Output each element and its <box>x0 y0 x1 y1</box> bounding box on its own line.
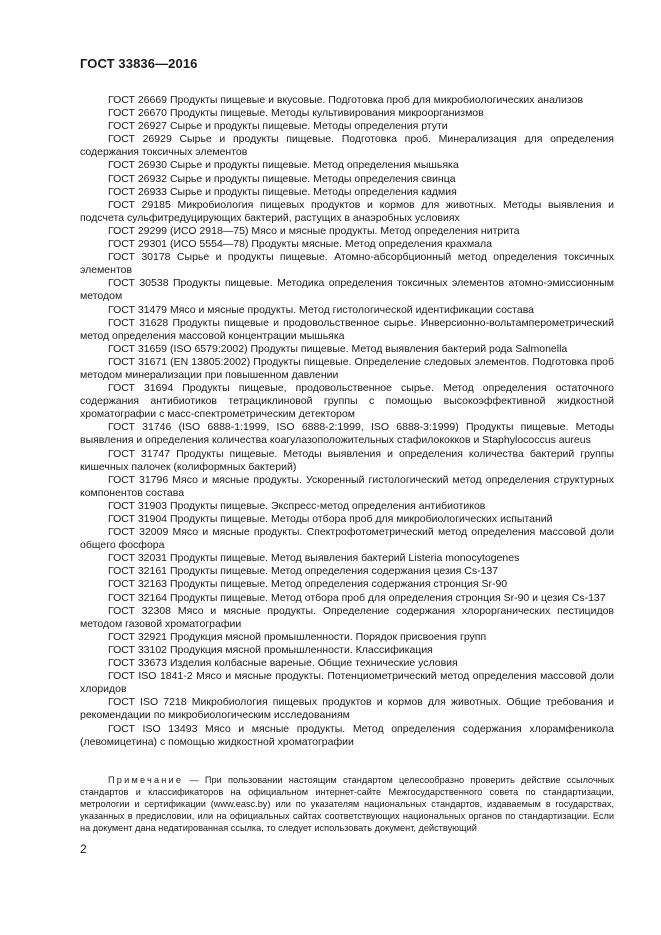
reference-item: ГОСТ 33102 Продукция мясной промышленности. Классификация <box>108 643 433 656</box>
reference-item: ГОСТ 31659 (ISO 6579:2002) Продукты пищевые. Метод выявления бактерий рода Salmonella <box>108 342 568 355</box>
reference-item: ГОСТ 29185 Микробиология пищевых продуктов и кормов для животных. Методы выявления и подсчета сульфитредуцирующих бактерий, растущих в анаэробных условиях <box>80 198 614 224</box>
reference-item: ГОСТ 31628 Продукты пищевые и продовольственное сырье. Инверсионно-вольтамперометрический метод определения массовой концентрации мышьяка <box>80 316 614 342</box>
reference-item: ГОСТ ISO 1841-2 Мясо и мясные продукты. Потенциометрический метод определения массовой доли хлоридов <box>80 670 614 696</box>
reference-item: ГОСТ 31694 Продукты пищевые, продовольственное сырье. Метод определения остаточного содержания антибиотиков тетрациклиновой группы с помощью высокоэффективной жидкостной хроматографии с масс-спектрометрическим детектором <box>80 382 614 421</box>
reference-item: ГОСТ 26933 Сырье и продукты пищевые. Методы определения кадмия <box>108 185 457 198</box>
reference-item: ГОСТ 29301 (ИСО 5554—78) Продукты мясные. Метод определения крахмала <box>108 238 492 251</box>
reference-item: ГОСТ 30178 Сырье и продукты пищевые. Атомно-абсорбционный метод определения токсичных элементов <box>80 251 614 277</box>
reference-item: ГОСТ 29299 (ИСО 2918—75) Мясо и мясные продукты. Метод определения нитрита <box>108 224 520 237</box>
reference-item: ГОСТ 26929 Сырье и продукты пищевые. Подготовка проб. Минерализация для определения содержания токсичных элементов <box>80 133 614 159</box>
normative-references-list <box>80 94 614 749</box>
reference-item: ГОСТ 31747 Продукты пищевые. Методы выявления и определения количества бактерий группы кишечных палочек (колиформных бактерий) <box>80 447 614 473</box>
reference-item: ГОСТ 31479 Мясо и мясные продукты. Метод гистологической идентификации состава <box>108 303 534 316</box>
reference-item: ГОСТ 32164 Продукты пищевые. Метод отбора проб для определения стронция Sr-90 и цезия Cs-137 <box>108 591 606 604</box>
reference-item: ГОСТ 32009 Мясо и мясные продукты. Спектрофотометрический метод определения массовой доли общего фосфора <box>80 526 614 552</box>
reference-item: ГОСТ 31796 Мясо и мясные продукты. Ускоренный гистологический метод определения структурных компонентов состава <box>80 473 614 499</box>
page-number: 2 <box>80 842 87 856</box>
reference-item: ГОСТ 32163 Продукты пищевые. Метод определения содержания стронция Sr-90 <box>108 578 508 591</box>
note-text: — При пользовании настоящим стандартом целесообразно проверить действие ссылочных стандартов и классификаторов на официальном интернет-сайте Межгосударственного совета по стандартизации, метрологии и сертификации (www.easc.by) или по указателям национальных стандартов, издаваемым в государствах, указанных в предисловии, или на официальных сайтах соответствующих национальных органов по стандартизации. Если на документ дана недатированная ссылка, то следует использовать документ, действующий <box>80 775 614 833</box>
reference-item: ГОСТ 31746 (ISO 6888-1:1999, ISO 6888-2:1999, ISO 6888-3:1999) Продукты пищевые. Методы выявления и определения количества коагулазоположительных стафилококков и Staphylococcus aureus <box>80 421 614 447</box>
reference-item: ГОСТ ISO 7218 Микробиология пищевых продуктов и кормов для животных. Общие требования и рекомендации по микробиологическим исследованиям <box>80 696 614 722</box>
reference-item: ГОСТ 32161 Продукты пищевые. Метод определения содержания цезия Cs-137 <box>108 565 499 578</box>
reference-item: ГОСТ ISO 13493 Мясо и мясные продукты. Метод определения содержания хлорамфеникола (левомицетина) с помощью жидкостной хроматографии <box>80 722 614 748</box>
note-paragraph <box>80 774 614 834</box>
reference-item: ГОСТ 31904 Продукты пищевые. Методы отбора проб для микробиологических испытаний <box>108 513 553 525</box>
reference-item: ГОСТ 26927 Сырье и продукты пищевые. Методы определения ртути <box>108 120 448 133</box>
reference-item: ГОСТ 26930 Сырье и продукты пищевые. Метод определения мышьяка <box>108 159 459 172</box>
reference-item: ГОСТ 33673 Изделия колбасные вареные. Общие технические условия <box>108 657 458 670</box>
reference-item: ГОСТ 31903 Продукты пищевые. Экспресс-метод определения антибиотиков <box>108 499 486 512</box>
reference-item: ГОСТ 26932 Сырье и продукты пищевые. Методы определения свинца <box>108 172 456 185</box>
reference-item: ГОСТ 32921 Продукция мясной промышленности. Порядок присвоения групп <box>108 630 487 643</box>
reference-item: ГОСТ 31671 (EN 13805:2002) Продукты пищевые. Определение следовых элементов. Подготовка проб методом минерализации при повышенном давлении <box>80 355 614 381</box>
reference-item: ГОСТ 30538 Продукты пищевые. Методика определения токсичных элементов атомно-эмиссионным методом <box>80 277 614 303</box>
reference-item: ГОСТ 26669 Продукты пищевые и вкусовые. Подготовка проб для микробиологических анализов <box>108 94 584 106</box>
page-header: ГОСТ 33836—2016 <box>80 56 198 71</box>
reference-item: ГОСТ 32308 Мясо и мясные продукты. Определение содержания хлорорганических пестицидов методом газовой хроматографии <box>80 604 614 630</box>
reference-item: ГОСТ 32031 Продукты пищевые. Метод выявления бактерий Listeria monocytogenes <box>108 552 520 565</box>
reference-item: ГОСТ 26670 Продукты пищевые. Методы культивирования микроорганизмов <box>108 107 484 120</box>
note-label: Примечание <box>108 775 184 785</box>
